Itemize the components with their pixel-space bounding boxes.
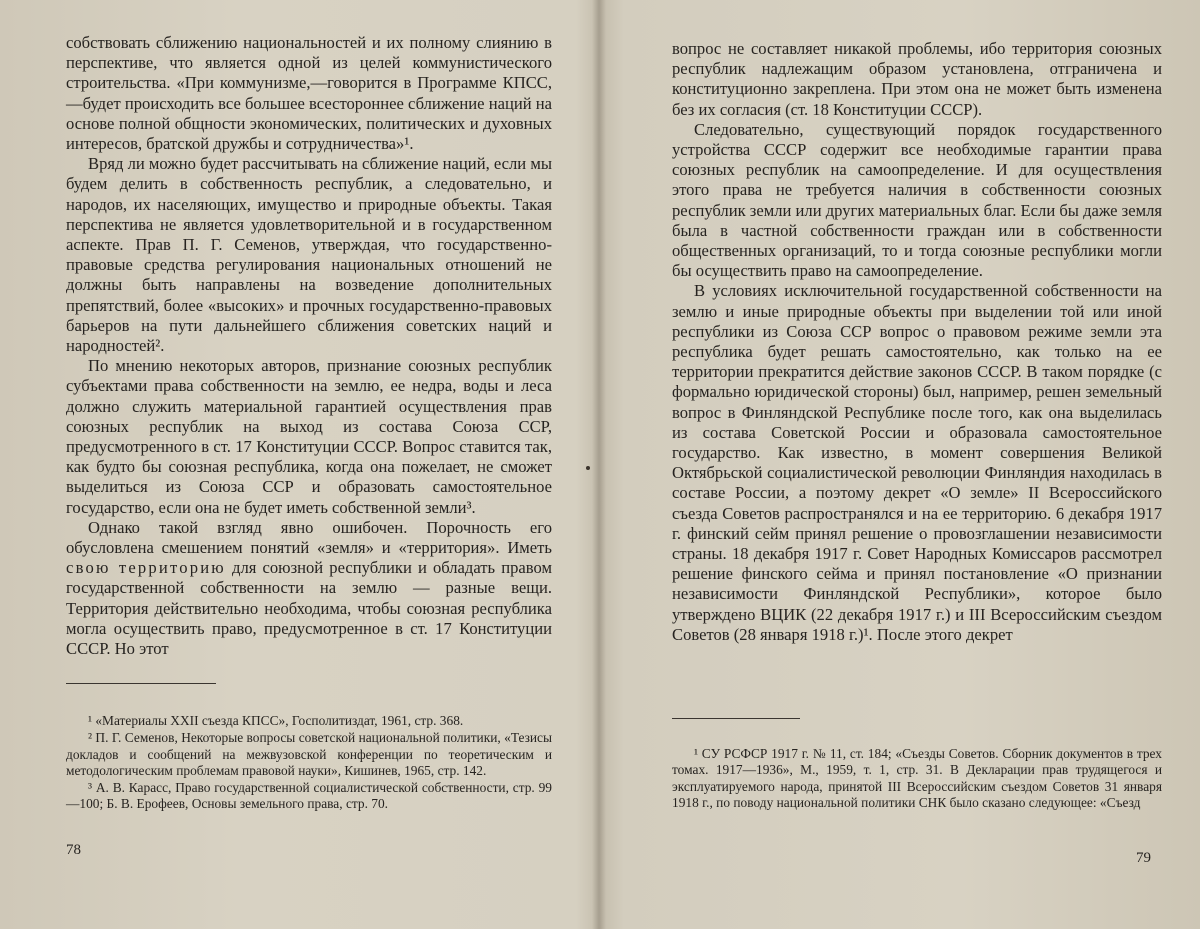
left-paragraph-1: собствовать сближению национальностей и их полному слиянию в перспективе, что является одной из целей коммунистического строительства. «При коммунизме,—говорится в Программе КПСС,—будет происходить все большее всестороннее сближение наций на основе полной общности экономических, политических и духовных интересов, братской дружбы и сотрудничества»¹. bbox=[66, 33, 552, 154]
left-footnote-1: ¹ «Материалы XXII съезда КПСС», Госполитиздат, 1961, стр. 368. bbox=[88, 713, 464, 728]
right-paragraph-3: В условиях исключительной государственной собственности на землю и иные природные объекты при выделении той или иной республики из Союза ССР вопрос о правовом режиме земли эта республика будет решать самостоятельно, как только на ее территории прекратится действие законов СССР. В таком порядке (с формально юридической стороны) был, например, решен земельный вопрос в Финляндской Республике после того, как она выделилась из состава Советской России и образовала самостоятельное государство. Как известно, в момент совершения Великой Октябрьской социалистической революции Финляндия находилась в составе России, а поэтому декрет «О земле» II Всероссийского съезда Советов распространялся и на ее территорию. 6 декабря 1917 г. финский сейм принял решение о провозглашении независимости страны. 18 декабря 1917 г. Совет Народных Комиссаров рассмотрел решение финского сейма и принял постановление «О признании независимости Финляндской Республики», которое было утверждено ВЦИК (22 декабря 1917 г.) и III Всероссийским съездом Советов (28 января 1918 г.)¹. После этого декрет bbox=[672, 281, 1162, 644]
left-paragraph-3: По мнению некоторых авторов, признание союзных республик субъектами права собственности на землю, ее недра, воды и леса должно служить материальной гарантией осуществления прав союзных республик на выход из состава Союза ССР, предусмотренного в ст. 17 Конституции СССР. Вопрос ставится так, как будто бы союзная республика, когда она пожелает, не сможет выделиться из Союза ССР и образовать самостоятельное государство, если она не будет иметь собственной земли³. bbox=[66, 356, 552, 517]
left-page-body bbox=[66, 33, 552, 659]
left-footnotes bbox=[66, 713, 552, 814]
left-page bbox=[0, 0, 596, 929]
left-paragraph-4-emphasis: свою территорию bbox=[66, 558, 226, 578]
left-page-number: 78 bbox=[66, 842, 81, 858]
right-page bbox=[604, 0, 1200, 929]
left-footnote-3: ³ А. В. Карасс, Право государственной социалистической собственности, стр. 99—100; Б. В. Ерофеев, Основы земельного права, стр. 70. bbox=[66, 780, 552, 812]
left-paragraph-2: Вряд ли можно будет рассчитывать на сближение наций, если мы будем делить в собственность республик, а следовательно, и народов, их населяющих, имущество и природные объекты. Такая перспектива не является удовлетворительной и в государственном аспекте. Прав П. Г. Семенов, утверждая, что государственно-правовые средства регулирования национальных отношений не должны быть направлены на возведение дополнительных препятствий, более «высоких» и прочных государственно-правовых барьеров на пути дальнейшего сближения советских наций и народностей². bbox=[66, 154, 552, 356]
right-footnotes bbox=[672, 746, 1162, 812]
left-footnote-rule bbox=[66, 683, 216, 684]
left-paragraph-4-start: Однако такой взгляд явно ошибочен. Порочность его обусловлена смешением понятий «земля» и «территория». Иметь bbox=[66, 517, 552, 558]
left-paragraph-4 bbox=[66, 518, 552, 659]
right-footnote-rule bbox=[672, 718, 800, 719]
right-paragraph-2: Следовательно, существующий порядок государственного устройства СССР содержит все необходимые гарантии права союзных республик на самоопределение. И для осуществления этого права не требуется наличия в собственности союзных республик земли или других материальных благ. Если бы даже земля была в частной собственности граждан или в собственности общественных организаций, то и тогда союзные республики могли бы осуществить право на самоопределение. bbox=[672, 119, 1162, 281]
right-page-number: 79 bbox=[1136, 850, 1151, 866]
paper-speck bbox=[586, 466, 590, 470]
right-footnote-1: ¹ СУ РСФСР 1917 г. № 11, ст. 184; «Съезды Советов. Сборник документов в трех томах. 1917—1936», М., 1959, т. 1, стр. 31. В Декларации прав трудящегося и эксплуатируемого народа, принятой III Всероссийским съездом Советов 31 января 1918 г., по поводу национальной политики СНК было сказано следующее: «Съезд bbox=[672, 746, 1162, 810]
right-page-body bbox=[672, 39, 1162, 645]
left-paragraph-4-end: для союзной республики и обладать правом государственной собственности на землю — разные вещи. Территория действительно необходима, чтобы союзная республика могла осуществить право, предусмотренное в ст. 17 Конституции СССР. Но этот bbox=[66, 558, 552, 659]
left-footnote-2: ² П. Г. Семенов, Некоторые вопросы советской национальной политики, «Тезисы докладов и сообщений на межвузовской конференции по теоретическим и методологическим проблемам правовой науки», Кишинев, 1965, стр. 142. bbox=[66, 730, 552, 778]
right-paragraph-1: вопрос не составляет никакой проблемы, ибо территория союзных республик надлежащим образом установлена, отграничена и конституционно закреплена. При этом она не может быть изменена без их согласия (ст. 18 Конституции СССР). bbox=[672, 39, 1162, 119]
